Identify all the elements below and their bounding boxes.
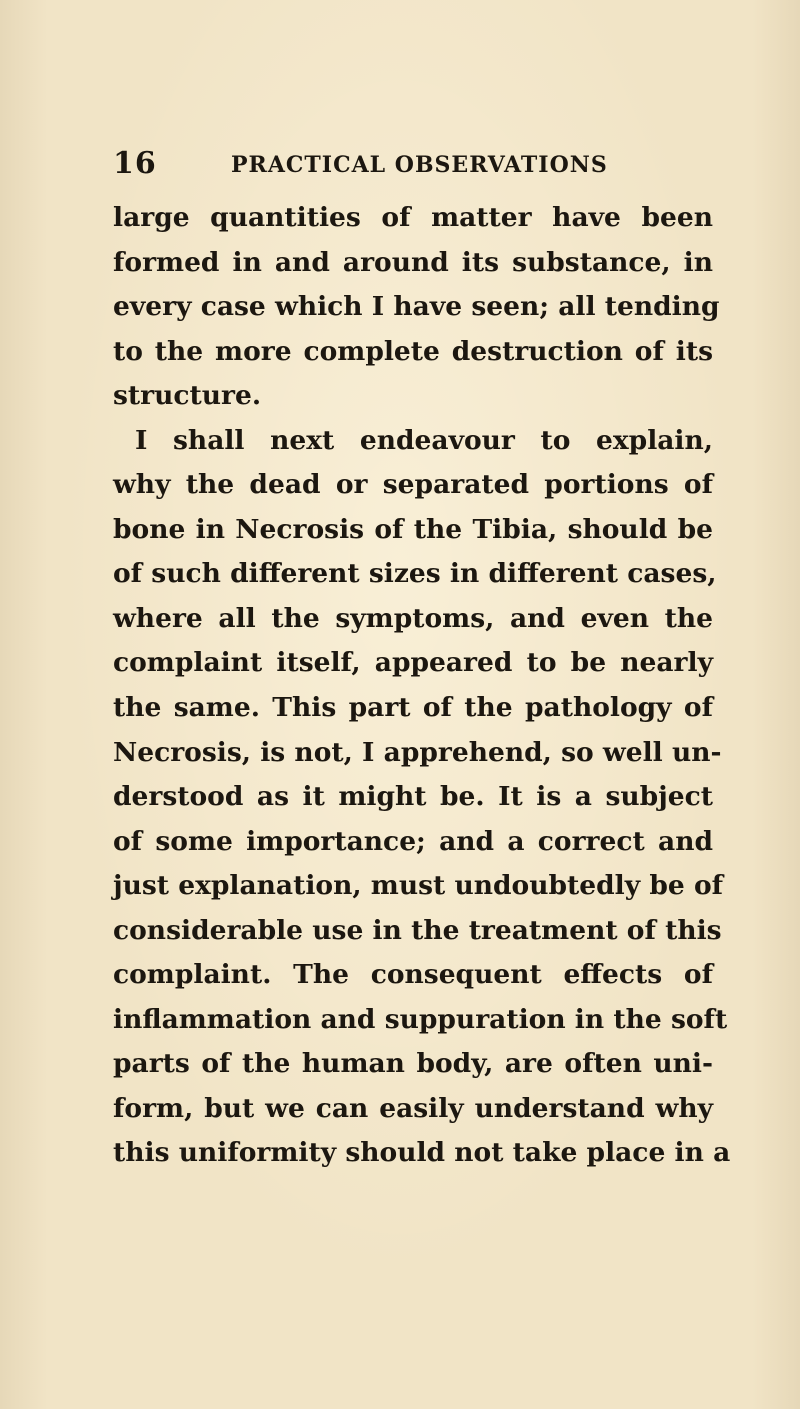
text-line: inflammation and suppuration in the soft bbox=[113, 1003, 728, 1035]
text-line: the same. This part of the pathology of bbox=[113, 692, 713, 724]
text-line: considerable use in the treatment of this bbox=[113, 914, 722, 946]
text-line: why the dead or separated portions of bbox=[113, 469, 713, 501]
text-line: parts of the human body, are often uni- bbox=[113, 1048, 713, 1080]
body-text bbox=[113, 196, 731, 1176]
text-line: bone in Necrosis of the Tibia, should be bbox=[113, 513, 713, 545]
running-title: PRACTICAL OBSERVATIONS bbox=[231, 152, 608, 178]
page-number: 16 bbox=[113, 146, 157, 181]
page-header bbox=[113, 146, 713, 182]
text-line: Necrosis, is not, I apprehend, so well un- bbox=[113, 736, 722, 768]
text-line: derstood as it might be. It is a subject bbox=[113, 781, 713, 813]
text-line: of such different sizes in different cases, bbox=[113, 558, 717, 590]
text-line: where all the symptoms, and even the bbox=[113, 602, 713, 634]
text-line: just explanation, must undoubtedly be of bbox=[113, 870, 724, 902]
text-line: formed in and around its substance, in bbox=[113, 246, 713, 278]
text-line: to the more complete destruction of its bbox=[113, 335, 713, 367]
text-line: form, but we can easily understand why bbox=[113, 1092, 713, 1124]
text-line: this uniformity should not take place in a bbox=[113, 1137, 731, 1169]
text-line: I shall next endeavour to explain, bbox=[135, 424, 713, 456]
text-line: complaint itself, appeared to be nearly bbox=[113, 647, 713, 679]
text-line: every case which I have seen; all tending bbox=[113, 291, 720, 323]
text-line: large quantities of matter have been bbox=[113, 202, 713, 233]
text-line: structure. bbox=[113, 380, 262, 412]
text-line: complaint. The consequent effects of bbox=[113, 959, 713, 991]
text-line: of some importance; and a correct and bbox=[113, 825, 713, 857]
